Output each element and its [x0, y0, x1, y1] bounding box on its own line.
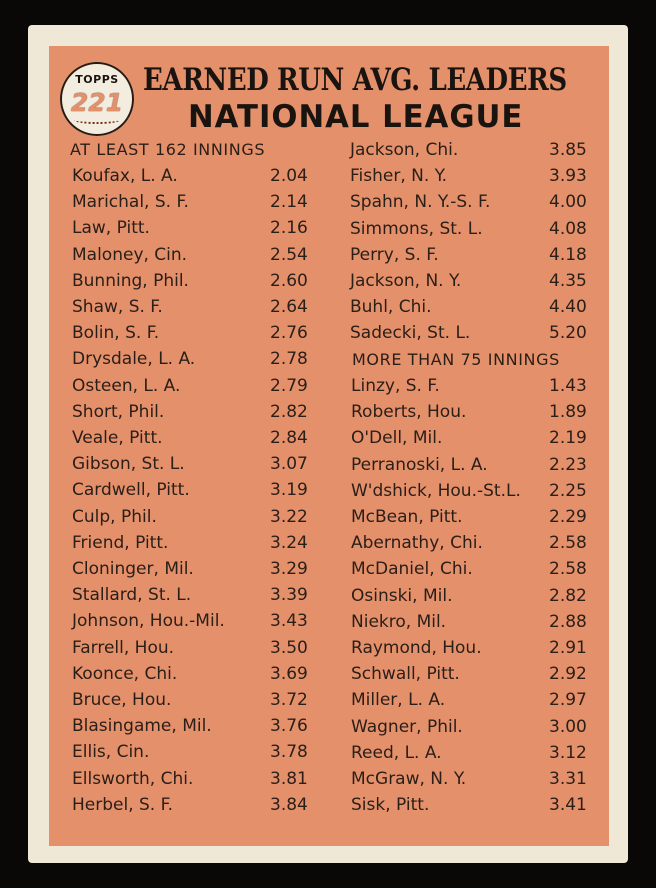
left-column-header: AT LEAST 162 INNINGS — [70, 140, 266, 159]
pitcher-row — [72, 451, 320, 477]
pitcher-name: W'dshick, Hou.-St.L. — [351, 480, 521, 501]
era-value: 2.23 — [549, 454, 587, 475]
pitcher-name: Koufax, L. A. — [72, 166, 178, 186]
era-value: 2.60 — [270, 270, 308, 291]
era-value: 2.64 — [270, 297, 308, 317]
era-value: 4.40 — [549, 297, 587, 318]
pitcher-name: Marichal, S. F. — [72, 192, 189, 213]
pitcher-name: Cloninger, Mil. — [72, 559, 194, 579]
pitcher-name: Fisher, N. Y. — [350, 166, 448, 187]
pitcher-name: Jackson, Chi. — [350, 140, 459, 160]
era-value: 2.79 — [270, 375, 308, 396]
pitcher-name: Farrell, Hou. — [72, 637, 175, 658]
era-value: 3.00 — [549, 716, 587, 737]
era-value: 2.04 — [270, 166, 308, 186]
era-value: 3.41 — [549, 795, 587, 816]
pitcher-row — [350, 242, 599, 268]
pitcher-row — [72, 163, 320, 189]
pitcher-name: Jackson, N. Y. — [350, 271, 462, 291]
pitcher-row — [72, 713, 320, 739]
era-value: 3.43 — [270, 611, 308, 632]
pitcher-name: Spahn, N. Y.-S. F. — [350, 192, 491, 213]
pitcher-name: Bruce, Hou. — [72, 690, 172, 710]
era-value: 2.76 — [270, 323, 308, 344]
era-value: 2.29 — [549, 507, 587, 527]
pitcher-row — [72, 766, 320, 792]
era-value: 3.29 — [270, 559, 308, 579]
pitcher-row — [351, 530, 599, 556]
pitcher-row — [72, 792, 320, 818]
pitcher-name: Simmons, St. L. — [350, 218, 483, 239]
era-value: 4.18 — [549, 244, 587, 265]
era-value: 3.76 — [270, 716, 308, 737]
right-column-header: MORE THAN 75 INNINGS — [352, 350, 560, 369]
era-value: 2.19 — [549, 428, 587, 449]
pitcher-name: Culp, Phil. — [72, 506, 157, 527]
pitcher-row — [351, 740, 599, 766]
era-value: 2.92 — [549, 664, 587, 685]
era-value: 3.19 — [270, 480, 308, 501]
pitcher-row — [351, 766, 599, 792]
era-value: 2.58 — [549, 533, 587, 554]
era-value: 3.78 — [270, 742, 308, 763]
era-value: 2.16 — [270, 218, 308, 239]
pitcher-row — [72, 635, 320, 661]
era-value: 4.35 — [549, 271, 587, 291]
pitcher-row — [350, 163, 599, 189]
pitcher-row — [350, 268, 599, 294]
pitcher-row — [350, 189, 599, 215]
baseball-stitch-icon — [74, 116, 120, 124]
pitcher-name: Ellsworth, Chi. — [72, 768, 194, 789]
league-subtitle: NATIONAL LEAGUE — [188, 99, 524, 135]
pitcher-name: Miller, L. A. — [351, 690, 446, 711]
era-value: 3.85 — [549, 140, 587, 160]
pitcher-name: Friend, Pitt. — [72, 532, 169, 553]
pitcher-row — [351, 556, 599, 582]
pitcher-name: Drysdale, L. A. — [72, 349, 196, 370]
era-value: 2.82 — [270, 401, 308, 422]
pitcher-row — [72, 373, 320, 399]
pitcher-row — [351, 478, 599, 504]
pitcher-row — [350, 320, 599, 346]
pitcher-name: McBean, Pitt. — [351, 507, 463, 527]
pitcher-row — [72, 687, 320, 713]
pitcher-name: Osteen, L. A. — [72, 375, 181, 396]
era-value: 2.84 — [270, 428, 308, 448]
pitcher-name: Stallard, St. L. — [72, 585, 192, 606]
pitcher-name: Short, Phil. — [72, 401, 165, 422]
pitcher-row — [351, 583, 599, 609]
pitcher-row — [72, 215, 320, 241]
era-value: 3.50 — [270, 637, 308, 658]
era-value: 2.97 — [549, 690, 587, 711]
pitcher-name: Perranoski, L. A. — [351, 454, 488, 475]
pitcher-name: O'Dell, Mil. — [351, 428, 443, 449]
pitcher-name: Maloney, Cin. — [72, 244, 188, 265]
era-value: 3.39 — [270, 585, 308, 606]
pitcher-name: Herbel, S. F. — [72, 794, 174, 815]
era-value: 1.89 — [549, 402, 587, 423]
pitcher-row — [351, 425, 599, 451]
pitcher-row — [350, 216, 599, 242]
pitcher-row — [351, 373, 599, 399]
pitcher-row — [72, 504, 320, 530]
pitcher-name: Law, Pitt. — [72, 218, 150, 239]
pitcher-row — [351, 452, 599, 478]
pitcher-name: Blasingame, Mil. — [72, 716, 212, 737]
era-value: 2.14 — [270, 192, 308, 213]
pitcher-name: Bolin, S. F. — [72, 323, 160, 344]
pitcher-row — [350, 294, 599, 320]
pitcher-name: Osinski, Mil. — [351, 585, 453, 606]
pitcher-row — [351, 714, 599, 740]
era-value: 3.84 — [270, 794, 308, 815]
pitcher-row — [351, 609, 599, 635]
pitcher-name: Sisk, Pitt. — [351, 795, 430, 816]
pitcher-row — [72, 425, 320, 451]
era-value: 3.12 — [549, 742, 587, 763]
pitcher-row — [72, 242, 320, 268]
era-value: 3.81 — [270, 768, 308, 789]
pitcher-row — [351, 504, 599, 530]
pitcher-name: Buhl, Chi. — [350, 297, 432, 318]
pitcher-name: Schwall, Pitt. — [351, 664, 460, 685]
pitcher-row — [72, 582, 320, 608]
pitcher-row — [351, 687, 599, 713]
pitcher-row — [72, 608, 320, 634]
pitcher-name: Veale, Pitt. — [72, 428, 163, 448]
era-value: 2.91 — [549, 638, 587, 658]
pitcher-row — [72, 739, 320, 765]
pitcher-name: Perry, S. F. — [350, 244, 439, 265]
era-value: 5.20 — [549, 323, 587, 344]
pitcher-row — [350, 137, 599, 163]
pitcher-name: Roberts, Hou. — [351, 402, 467, 423]
pitcher-row — [351, 399, 599, 425]
era-value: 3.07 — [270, 454, 308, 475]
pitcher-name: Reed, L. A. — [351, 742, 442, 763]
pitcher-name: Wagner, Phil. — [351, 716, 463, 737]
era-value: 2.82 — [549, 585, 587, 606]
era-value: 4.00 — [549, 192, 587, 213]
era-value: 3.22 — [270, 506, 308, 527]
topps-baseball-logo-icon — [60, 62, 134, 136]
pitcher-name: McDaniel, Chi. — [351, 559, 473, 580]
era-value: 2.25 — [549, 480, 587, 501]
brand-label: TOPPS — [75, 73, 119, 86]
pitcher-row — [72, 268, 320, 294]
pitcher-row — [351, 635, 599, 661]
pitcher-name: Niekro, Mil. — [351, 611, 447, 632]
pitcher-row — [351, 792, 599, 818]
pitcher-name: Ellis, Cin. — [72, 742, 150, 763]
pitcher-name: Koonce, Chi. — [72, 663, 178, 684]
pitcher-row — [72, 320, 320, 346]
era-value: 2.88 — [549, 611, 587, 632]
era-value: 3.93 — [549, 166, 587, 187]
era-value: 3.72 — [270, 690, 308, 710]
pitcher-name: Shaw, S. F. — [72, 297, 163, 317]
era-value: 3.69 — [270, 663, 308, 684]
pitcher-row — [72, 477, 320, 503]
pitcher-name: Gibson, St. L. — [72, 454, 185, 475]
era-value: 3.31 — [549, 769, 587, 789]
pitcher-name: Sadecki, St. L. — [350, 323, 471, 344]
era-value: 1.43 — [549, 376, 587, 396]
pitcher-row — [72, 399, 320, 425]
pitcher-row — [72, 556, 320, 582]
pitcher-row — [72, 661, 320, 687]
pitcher-row — [72, 346, 320, 372]
era-value: 4.08 — [549, 218, 587, 239]
pitcher-name: Raymond, Hou. — [351, 638, 482, 658]
pitcher-name: Cardwell, Pitt. — [72, 480, 190, 501]
pitcher-row — [72, 530, 320, 556]
pitcher-row — [72, 189, 320, 215]
era-value: 2.78 — [270, 349, 308, 370]
card-number: 221 — [70, 88, 124, 117]
pitcher-row — [72, 294, 320, 320]
pitcher-name: Bunning, Phil. — [72, 270, 189, 291]
pitcher-name: Johnson, Hou.-Mil. — [72, 611, 225, 632]
pitcher-name: Abernathy, Chi. — [351, 533, 483, 554]
era-value: 3.24 — [270, 532, 308, 553]
era-value: 2.54 — [270, 244, 308, 265]
pitcher-name: Linzy, S. F. — [351, 376, 440, 396]
era-value: 2.58 — [549, 559, 587, 580]
pitcher-row — [351, 661, 599, 687]
pitcher-name: McGraw, N. Y. — [351, 769, 467, 789]
card-title: EARNED RUN AVG. LEADERS — [143, 62, 567, 98]
